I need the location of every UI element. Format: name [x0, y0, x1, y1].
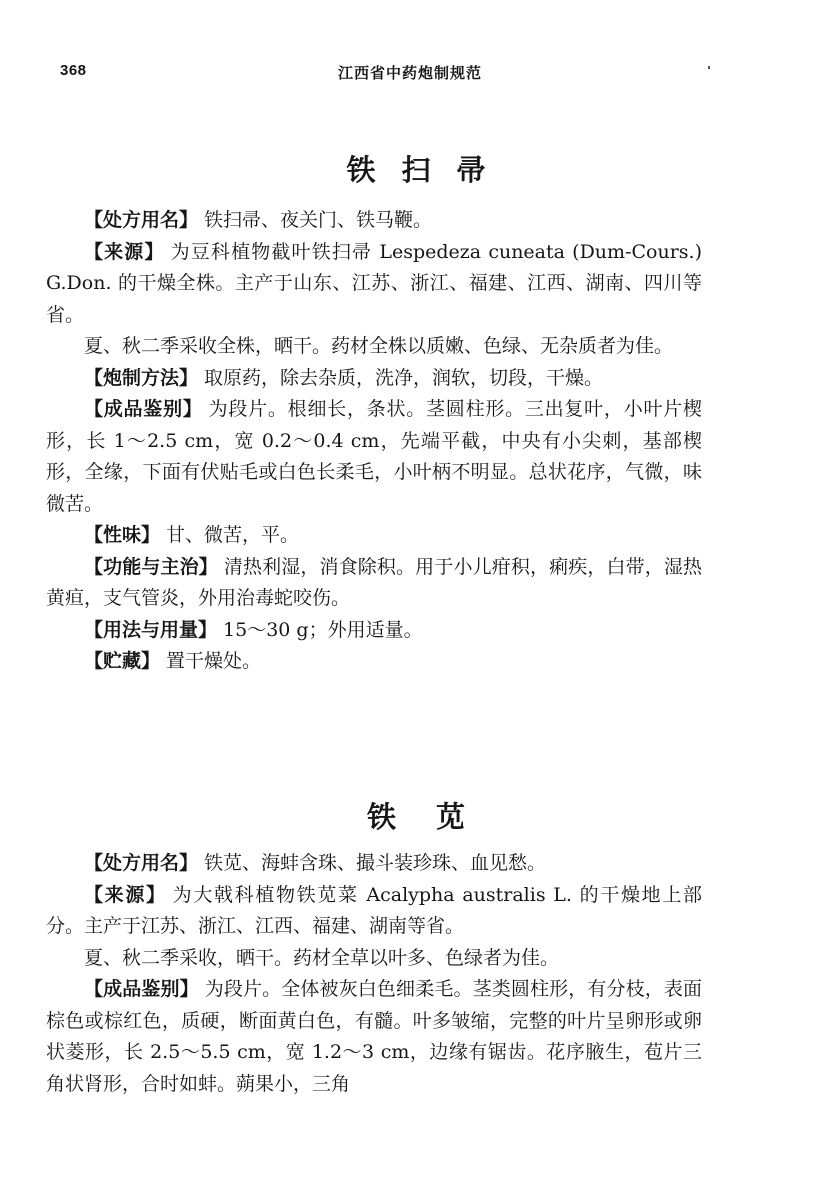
- section-label: 【成品鉴别】: [84, 978, 199, 1000]
- entry-title-tie-sao-zhou: 铁扫帚: [346, 153, 512, 187]
- section-label: 【性味】: [84, 524, 161, 546]
- section-text: 取原药，除去杂质，洗净，润软，切段，干燥。: [204, 366, 604, 389]
- section-prescription-names: [46, 205, 702, 237]
- entry-title-tie-xian: 铁苋: [366, 800, 505, 834]
- section-text: 为大戟科植物铁苋菜 Acalypha australis L. 的干燥地上部分。主产于江苏、浙江、江西、福建、湖南等省。: [46, 883, 702, 937]
- section-source: [46, 880, 702, 943]
- entry-body-tie-sao-zhou: [46, 205, 702, 678]
- section-label: 【成品鉴别】: [84, 398, 203, 420]
- section-text: 15～30 g；外用适量。: [223, 618, 423, 641]
- section-label: 【处方用名】: [84, 852, 199, 874]
- section-label: 【来源】: [84, 240, 165, 263]
- section-identification: [46, 974, 702, 1100]
- section-label: 【贮藏】: [84, 650, 161, 672]
- section-prescription-names: [46, 848, 702, 880]
- section-label: 【用法与用量】: [84, 618, 218, 641]
- section-text: 置干燥处。: [166, 650, 262, 672]
- section-functions: [46, 552, 702, 615]
- section-identification: [46, 394, 702, 520]
- section-label: 【处方用名】: [84, 209, 199, 231]
- section-text: 铁苋、海蚌含珠、撮斗装珍珠、血见愁。: [204, 852, 547, 874]
- section-harvest: [46, 943, 702, 975]
- page-number: 368: [60, 62, 87, 79]
- section-processing-method: [46, 363, 702, 395]
- section-nature-taste: [46, 520, 702, 552]
- section-text: 为段片。根细长，条状。茎圆柱形。三出复叶，小叶片楔形，长 1～2.5 cm，宽 0.2～0.4 cm，先端平截，中央有小尖刺，基部楔形，全缘，下面有伏贴毛或白色长柔毛，小叶柄不明显。总状花序，气微，味微苦。: [46, 398, 702, 515]
- section-text: 甘、微苦，平。: [166, 524, 300, 546]
- section-text: 清热利湿，消食除积。用于小儿疳积，痢疾，白带，湿热黄疸，支气管炎，外用治毒蛇咬伤。: [46, 555, 702, 609]
- section-text: 夏、秋二季采收全株，晒干。药材全株以质嫩、色绿、无杂质者为佳。: [84, 335, 674, 357]
- scan-speck: [708, 66, 710, 69]
- section-label: 【炮制方法】: [84, 366, 199, 389]
- section-text: 夏、秋二季采收，晒干。药材全草以叶多、色绿者为佳。: [84, 946, 560, 969]
- section-source: [46, 237, 702, 332]
- running-title: 江西省中药炮制规范: [337, 64, 482, 82]
- section-text: 铁扫帚、夜关门、铁马鞭。: [204, 209, 433, 231]
- section-label: 【功能与主治】: [84, 555, 218, 578]
- section-harvest: [46, 331, 702, 363]
- entry-body-tie-xian: [46, 848, 702, 1100]
- section-text: 为豆科植物截叶铁扫帚 Lespedeza cuneata (Dum-Cours.) G.Don. 的干燥全株。主产于山东、江苏、浙江、福建、江西、湖南、四川等省。: [46, 240, 702, 326]
- section-label: 【来源】: [84, 883, 167, 906]
- section-text: 为段片。全体被灰白色细柔毛。茎类圆柱形，有分枝，表面棕色或棕红色，质硬，断面黄白色，有髓。叶多皱缩，完整的叶片呈卵形或卵状菱形，长 2.5～5.5 cm，宽 1.2～3 cm，边缘有锯齿。花序腋生，苞片三角状肾形，合时如蚌。蒴果小，三角: [46, 978, 702, 1095]
- section-storage: [46, 646, 702, 678]
- section-dosage: [46, 615, 702, 647]
